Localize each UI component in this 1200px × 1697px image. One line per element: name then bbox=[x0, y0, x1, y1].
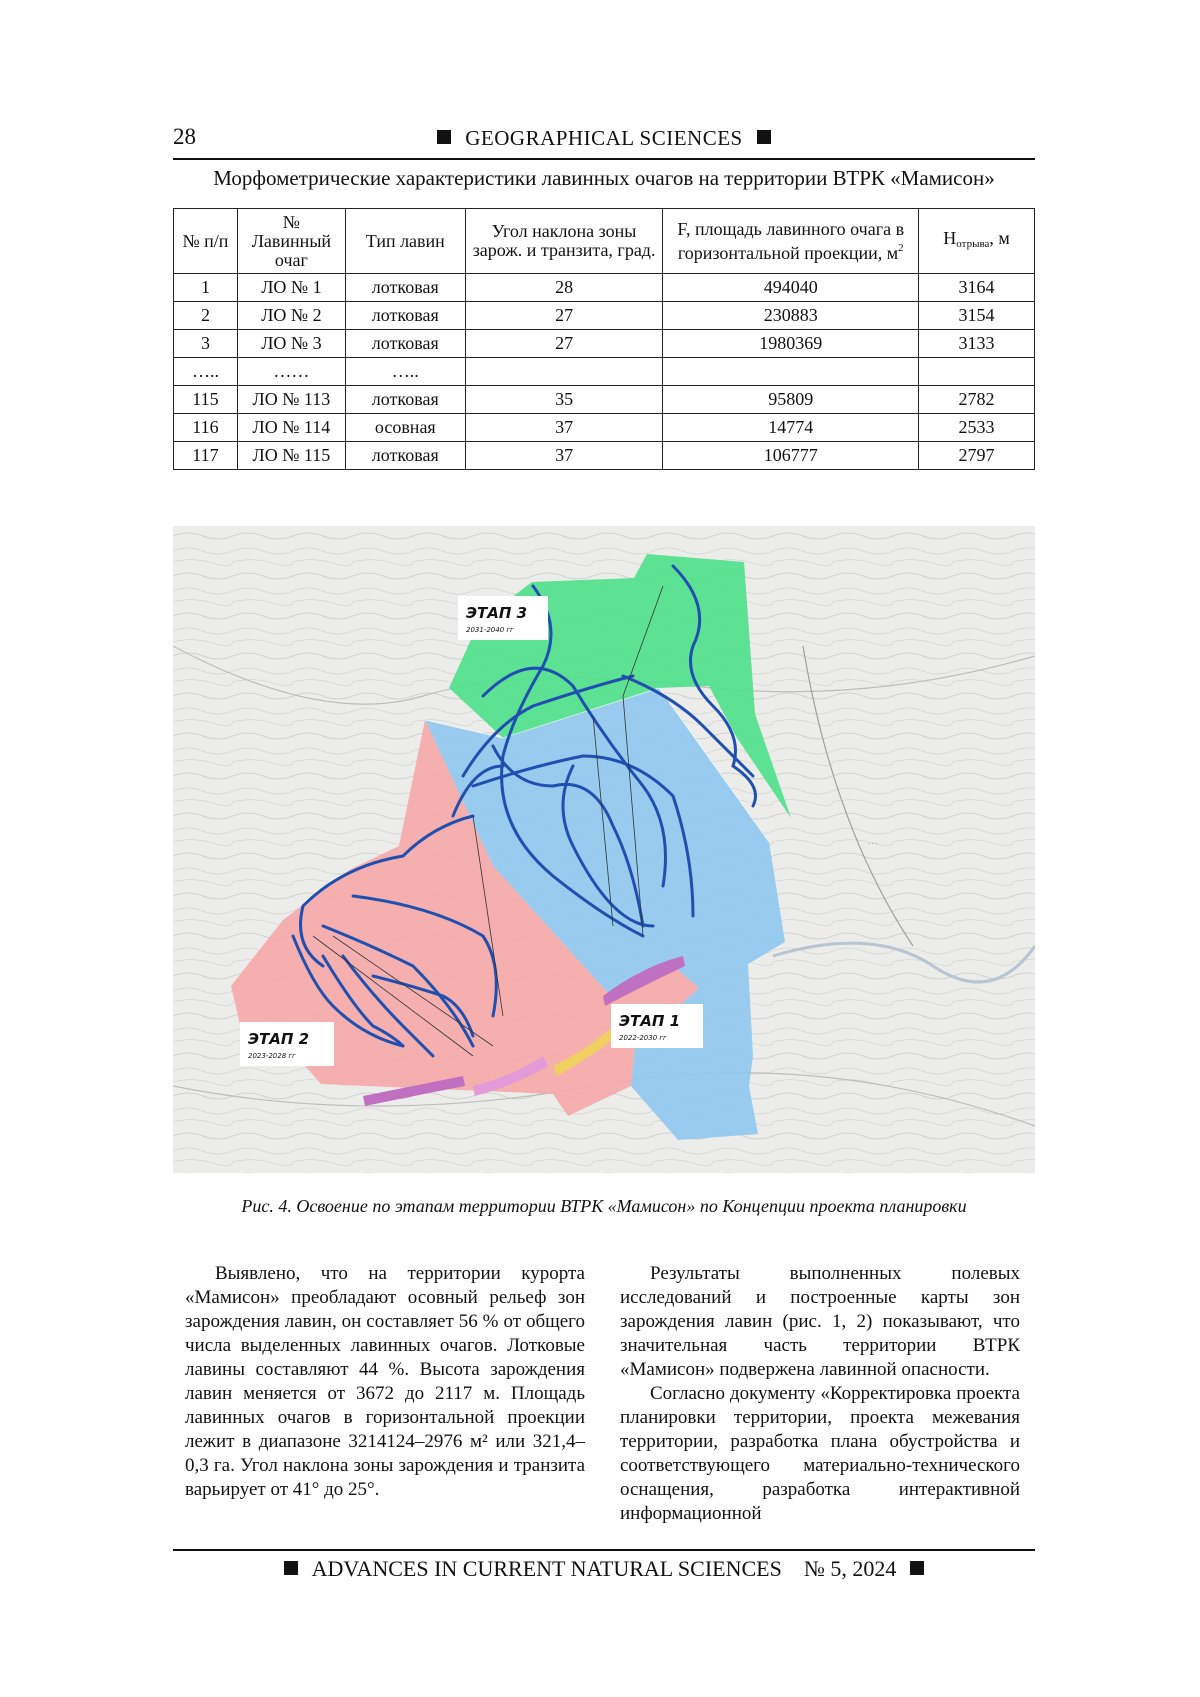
journal-section bbox=[173, 126, 1035, 151]
cell-focus: ЛО № 2 bbox=[237, 302, 345, 330]
cell-focus: …… bbox=[237, 358, 345, 386]
cell-angle: 27 bbox=[465, 330, 663, 358]
stage2-title: ЭТАП 2 bbox=[248, 1030, 310, 1048]
cell-height: 2797 bbox=[919, 442, 1035, 470]
page-footer bbox=[173, 1556, 1035, 1582]
table-row bbox=[174, 358, 1035, 386]
table-caption: Морфометрические характеристики лавинных очагов на территории ВТРК «Мамисон» bbox=[213, 166, 995, 190]
cell-height: 3154 bbox=[919, 302, 1035, 330]
cell-type: лотковая bbox=[345, 442, 465, 470]
cell-angle: 28 bbox=[465, 274, 663, 302]
col-header-angle: Угол наклона зоны зарож. и транзита, град. bbox=[465, 209, 663, 274]
cell-type: лотковая bbox=[345, 274, 465, 302]
cell-num: 116 bbox=[174, 414, 238, 442]
cell-num: ….. bbox=[174, 358, 238, 386]
cell-height: 3133 bbox=[919, 330, 1035, 358]
cell-height: 2782 bbox=[919, 386, 1035, 414]
cell-area bbox=[663, 358, 919, 386]
square-bullet-icon bbox=[910, 1561, 924, 1575]
footer-rule bbox=[173, 1549, 1035, 1551]
cell-area: 494040 bbox=[663, 274, 919, 302]
cell-type: лотковая bbox=[345, 302, 465, 330]
paragraph: Результаты выполненных полевых исследований и построенные карты зон зарождения лавин (рис. 1, 2) показывают, что значительная часть территории ВТРК «Мамисон» подвержена лавинной опасности. bbox=[620, 1263, 1020, 1380]
cell-num: 1 bbox=[174, 274, 238, 302]
col-header-num: № п/п bbox=[174, 209, 238, 274]
cell-num: 115 bbox=[174, 386, 238, 414]
cell-area: 1980369 bbox=[663, 330, 919, 358]
col-header-height: $H_{отрыва}$, м bbox=[919, 209, 1035, 274]
paragraph: Согласно документу «Корректировка проекта планировки территории, проекта межевания территории, разработка плана обустройства и соответствующего материально-технического оснащения, разработка интерактивной информационной bbox=[620, 1383, 1020, 1524]
cell-height bbox=[919, 358, 1035, 386]
square-bullet-icon bbox=[284, 1561, 298, 1575]
cell-area: 106777 bbox=[663, 442, 919, 470]
cell-area: 14774 bbox=[663, 414, 919, 442]
stage1-label bbox=[611, 1004, 703, 1048]
stage3-label bbox=[458, 596, 548, 640]
text-column-left bbox=[185, 1262, 585, 1502]
page-header bbox=[173, 118, 1035, 160]
cell-angle bbox=[465, 358, 663, 386]
journal-name: ADVANCES IN CURRENT NATURAL SCIENCES bbox=[311, 1556, 782, 1581]
stage-map bbox=[173, 526, 1035, 1173]
cell-type: лотковая bbox=[345, 330, 465, 358]
table-row bbox=[174, 414, 1035, 442]
table-row bbox=[174, 302, 1035, 330]
cell-num: 117 bbox=[174, 442, 238, 470]
table-header-row bbox=[174, 209, 1035, 274]
page-number: 28 bbox=[173, 124, 196, 149]
col-header-focus: № Лавинный очаг bbox=[237, 209, 345, 274]
cell-type: ….. bbox=[345, 358, 465, 386]
cell-focus: ЛО № 3 bbox=[237, 330, 345, 358]
stage2-years: 2023-2028 гг bbox=[248, 1052, 296, 1060]
stage3-years: 2031-2040 гг bbox=[466, 626, 514, 634]
table-row bbox=[174, 274, 1035, 302]
cell-focus: ЛО № 115 bbox=[237, 442, 345, 470]
paragraph: Выявлено, что на территории курорта «Мамисон» преобладают осовный рельеф зон зарождения лавин, он составляет 56 % от общего числа выделенных лавинных очагов. Лотковые лавины составляют 44 %. Высота зарождения лавин меняется от 3672 до 2117 м. Площадь лавинных очагов в горизонтальной проекции лежит в диапазоне 3214124–2976 м² или 321,4–0,3 га. Угол наклона зоны зарождения и транзита варьирует от 41° до 25°. bbox=[185, 1263, 585, 1500]
col-header-area: F, площадь лавинного очага в горизонтальной проекции, $м^2$ bbox=[663, 209, 919, 274]
table-row bbox=[174, 386, 1035, 414]
stage3-title: ЭТАП 3 bbox=[466, 604, 528, 622]
cell-angle: 37 bbox=[465, 442, 663, 470]
table-row bbox=[174, 330, 1035, 358]
cell-type: лотковая bbox=[345, 386, 465, 414]
stage-map-figure bbox=[173, 526, 1035, 1173]
cell-type: осовная bbox=[345, 414, 465, 442]
stage2-label bbox=[240, 1022, 334, 1066]
cell-area: 95809 bbox=[663, 386, 919, 414]
stage1-title: ЭТАП 1 bbox=[619, 1012, 681, 1030]
cell-height: 2533 bbox=[919, 414, 1035, 442]
cell-height: 3164 bbox=[919, 274, 1035, 302]
square-bullet-icon bbox=[437, 130, 451, 144]
cell-angle: 37 bbox=[465, 414, 663, 442]
cell-area: 230883 bbox=[663, 302, 919, 330]
section-title: GEOGRAPHICAL SCIENCES bbox=[465, 126, 743, 150]
morphometric-table bbox=[173, 208, 1035, 470]
issue-number: № 5, 2024 bbox=[803, 1556, 897, 1581]
svg-text:· · ·: · · · bbox=[868, 841, 878, 848]
cell-focus: ЛО № 113 bbox=[237, 386, 345, 414]
figure-caption: Рис. 4. Освоение по этапам территории ВТРК «Мамисон» по Концепции проекта планировки bbox=[241, 1196, 967, 1216]
cell-num: 3 bbox=[174, 330, 238, 358]
table-row bbox=[174, 442, 1035, 470]
cell-angle: 27 bbox=[465, 302, 663, 330]
cell-focus: ЛО № 114 bbox=[237, 414, 345, 442]
cell-angle: 35 bbox=[465, 386, 663, 414]
col-header-type: Тип лавин bbox=[345, 209, 465, 274]
cell-focus: ЛО № 1 bbox=[237, 274, 345, 302]
cell-num: 2 bbox=[174, 302, 238, 330]
table-body bbox=[174, 274, 1035, 470]
stage1-years: 2022-2030 гг bbox=[619, 1034, 667, 1042]
square-bullet-icon bbox=[757, 130, 771, 144]
text-column-right bbox=[620, 1262, 1020, 1526]
